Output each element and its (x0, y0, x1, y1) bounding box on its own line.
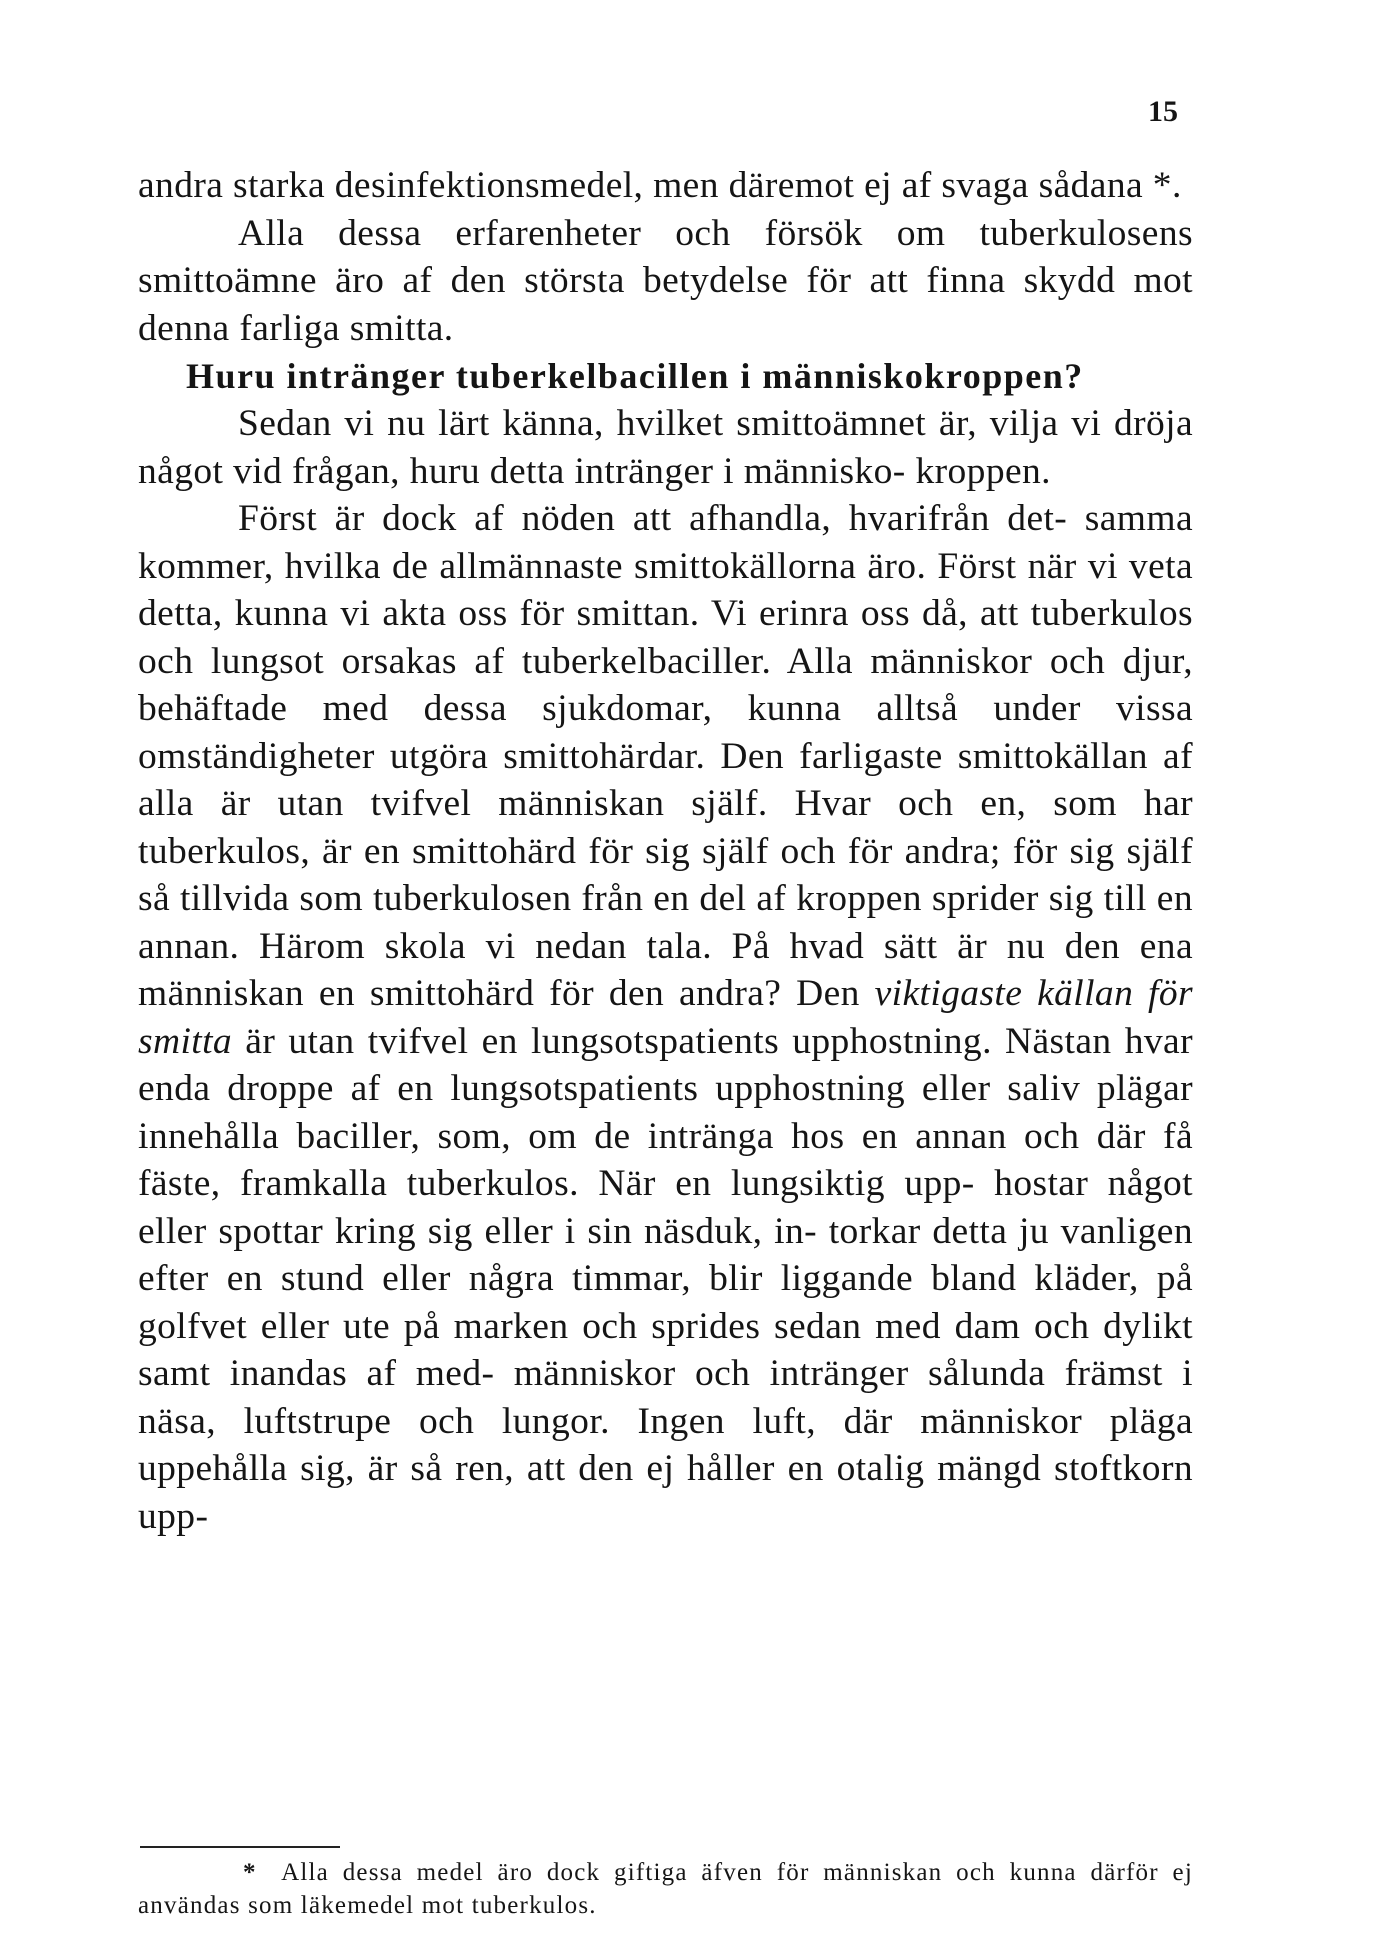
text-line: kroppen. (915, 450, 1051, 492)
text-line: är så ren, att den ej håller en otalig mängd stoftkorn upp- (138, 1448, 1193, 1537)
text-line: Vi erinra oss då, att tuberkulos och lungsot orsakas af (138, 593, 1193, 682)
text-line: smittoämne äro af den största betydelse för att finna skydd (138, 260, 1116, 301)
text-line: för den andra? Den (549, 973, 860, 1014)
text-line: dessa sjukdomar, kunna alltså under vissa omständigheter (138, 688, 1193, 777)
footnote-divider (140, 1846, 340, 1848)
footnote-line: kunna därför ej användas som läkemedel mot tuberkulos. (138, 1859, 1193, 1919)
text-line: människor och intränger sålunda främst i näsa, luftstrupe (138, 1353, 1193, 1442)
footnote-text (138, 1856, 1193, 1922)
text-line: samma kommer, hvilka de allmännaste smittokällorna äro. (138, 498, 1193, 587)
text-line: tuberkulos, är en smittohärd för sig själf och för andra; (138, 830, 1001, 872)
section-heading: Huru intränger tuberkelbacillen i människokroppen? (186, 356, 1084, 396)
text-line: droppe af en lungsotspatients upphostning eller saliv plägar (227, 1068, 1194, 1109)
text-line: Först när vi veta detta, kunna vi akta oss för smittan. (138, 545, 1193, 634)
text-line: mot denna farliga smitta. (138, 260, 1193, 349)
footnote-marker: * (243, 1859, 257, 1886)
text-line: blir liggande bland kläder, på golfvet eller ute på marken (138, 1258, 1193, 1347)
emphasized-phrase: viktigaste källan för smitta (138, 973, 1193, 1062)
text-line: är utan tvifvel människan själf. Hvar och en, som har (220, 783, 1194, 824)
text-line: tuberkelbaciller. Alla människor och djur, behäftade med (138, 640, 1193, 729)
text-line: och sprides sedan med dam och dylikt samt inandas af med- (138, 1305, 1193, 1394)
text-line: tala. På hvad sätt är nu den ena människan en smittohärd (138, 925, 1193, 1014)
text-line: vi dröja något vid frågan, huru detta intränger i människo- (138, 403, 1193, 492)
text-line: är utan (245, 1020, 355, 1062)
footnote (138, 1856, 1193, 1922)
text-line: för sig själf så tillvida som tuberkulosen från en del af (138, 830, 1194, 919)
footnote-line: Alla dessa medel äro dock giftiga äfven för människan och (281, 1859, 996, 1886)
body-text (138, 162, 1193, 1540)
paragraph-4 (138, 495, 1193, 1540)
text-line: andra starka desinfektionsmedel, men däremot ej af svaga (138, 165, 1029, 206)
paragraph-3 (138, 400, 1193, 495)
text-line: tvifvel en lungsotspatients upphostning. Nästan hvar enda (138, 1020, 1193, 1109)
text-line: där få fäste, framkalla tuberkulos. När en lungsiktig upp- (138, 1115, 1193, 1204)
text-line: hostar något eller spottar kring sig eller i sin näsduk, in- (138, 1163, 1193, 1252)
text-line: och lungor. Ingen luft, där människor pläga uppehålla sig, (138, 1400, 1193, 1489)
text-line: sådana *. (1038, 165, 1182, 206)
text-line: torkar detta ju vanligen efter en stund eller några timmar, (138, 1210, 1193, 1299)
page-number: 15 (1148, 95, 1178, 128)
text-line: Alla dessa erfarenheter och försök om tuberkulosens (238, 212, 1193, 254)
text-line: utgöra smittohärdar. Den farligaste smittokällan af alla (138, 735, 1193, 824)
text-line: Sedan vi nu lärt känna, hvilket smittoämnet är, vilja (238, 403, 1059, 444)
paragraph-2 (138, 210, 1193, 353)
text-line: Först är dock af nöden att afhandla, hvarifrån det- (238, 498, 1068, 539)
text-line: innehålla baciller, som, om de intränga hos en annan och (138, 1115, 1080, 1157)
text-line: kroppen sprider sig till en annan. Härom skola vi nedan (138, 878, 1193, 967)
paragraph-1 (138, 162, 1193, 210)
